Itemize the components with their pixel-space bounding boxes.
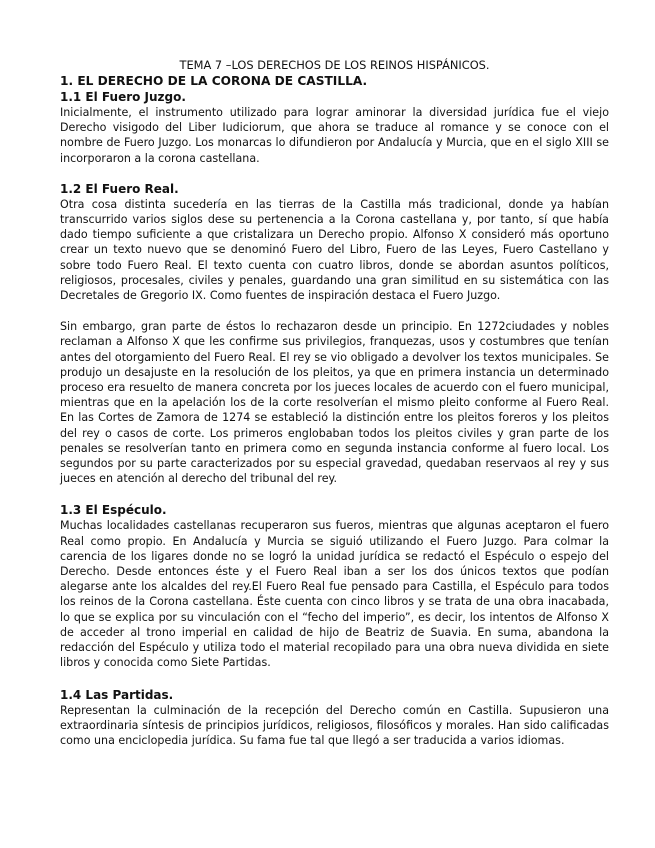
paragraph-fuero-real-1: Otra cosa distinta sucedería en las tierras de la Castilla más tradicional, donde ya habían transcurrido varios siglos dese su pertenencia a la Corona castellana y, por tanto, sí que había dado tiempo suficiente a que cristalizara un Derecho propio. Alfonso X consideró más oportuno crear un texto nuevo que se denominó Fuero del Libro, Fuero de las Leyes, Fuero Castellano y sobre todo Fuero Real. El texto cuenta con cuatro libros, donde se abordan asuntos políticos, religiosos, procesales, civiles y penales, guardando una gran similitud en su sistemática con las Decretales de Gregorio IX. Como fuentes de inspiración destaca el Fuero Juzgo. xyxy=(60,197,609,303)
section-heading-partidas: 1.4 Las Partidas. xyxy=(60,687,174,702)
main-heading: 1. EL DERECHO DE LA CORONA DE CASTILLA. xyxy=(60,74,368,88)
document-title: TEMA 7 –LOS DERECHOS DE LOS REINOS HISPÁNICOS. xyxy=(179,58,490,72)
section-heading-fuero-real: 1.2 El Fuero Real. xyxy=(60,181,179,196)
paragraph-partidas: Representan la culminación de la recepción del Derecho común en Castilla. Supusieron una extraordinaria síntesis de principios jurídicos, religiosos, filosóficos y morales. Han sido calificadas como una enciclopedia jurídica. Su fama fue tal que llegó a ser traducida a varios idiomas. xyxy=(60,703,609,747)
paragraph-fuero-juzgo: Inicialmente, el instrumento utilizado para lograr aminorar la diversidad jurídica fue el viejo Derecho visigodo del Liber Iudiciorum, que ahora se traduce al romance y se conoce con el nombre de Fuero Juzgo. Los monarcas lo difundieron por Andalucía y Murcia, que en el siglo XIII se incorporaron a la corona castellana. xyxy=(60,106,609,165)
section-heading-fuero-juzgo: 1.1 El Fuero Juzgo. xyxy=(60,90,186,104)
paragraph-fuero-real-2: Sin embargo, gran parte de éstos lo rechazaron desde un principio. En 1272ciudades y nobles reclaman a Alfonso X que les confirme sus privilegios, franquezas, usos y costumbres que tenían antes del otorgamiento del Fuero Real. El rey se vio obligado a devolver los textos municipales. Se produjo un desajuste en la resolución de los pleitos, ya que en primera instancia un determinado proceso era resuelto de manera concreta por los jueces locales de acuerdo con el fuero municipal, mientras que en la apelación los de la corte resolverían el mismo pleito conforme al Fuero Real. En las Cortes de Zamora de 1274 se estableció la distinción entre los pleitos foreros y los pleitos del rey o casos de corte. Los primeros englobaban todos los pleitos civiles y gran parte de los penales se resolverían tanto en primera como en segunda instancia conforme al fuero local. Los segundos por su parte caracterizados por su especial gravedad, quedaban reservaos al rey y sus jueces en atención al derecho del tribunal del rey. xyxy=(60,320,609,486)
spacer xyxy=(60,486,609,502)
paragraph-especulo: Muchas localidades castellanas recuperaron sus fueros, mientras que algunas aceptaron el fuero Real como propio. En Andalucía y Murcia se siguió utilizando el Fuero Juzgo. Para colmar la carencia de los ligares donde no se logró la unidad jurídica se redactó el Espéculo o espejo del Derecho. Desde entonces éste y el Fuero Real iban a ser los dos únicos textos que podían alegarse ante los alcaldes del rey.El Fuero Real fue pensado para Castilla, el Espéculo para todos los reinos de la Corona castellana. Éste cuenta con cinco libros y se trata de una obra inacabada, lo que se explica por su vinculación con el “fecho del imperio”, es decir, los intentos de Alfonso X de acceder al trono imperial en calidad de hijo de Beatriz de Suavia. En suma, abandona la redacción del Espéculo y utiliza todo el material recopilado para una obra nueva dividida en siete libros y conocida como Siete Partidas. xyxy=(60,519,609,670)
spacer xyxy=(60,166,609,181)
section-heading-especulo: 1.3 El Espéculo. xyxy=(60,503,167,518)
document-page xyxy=(60,58,609,748)
spacer xyxy=(60,671,609,687)
spacer xyxy=(60,303,609,319)
